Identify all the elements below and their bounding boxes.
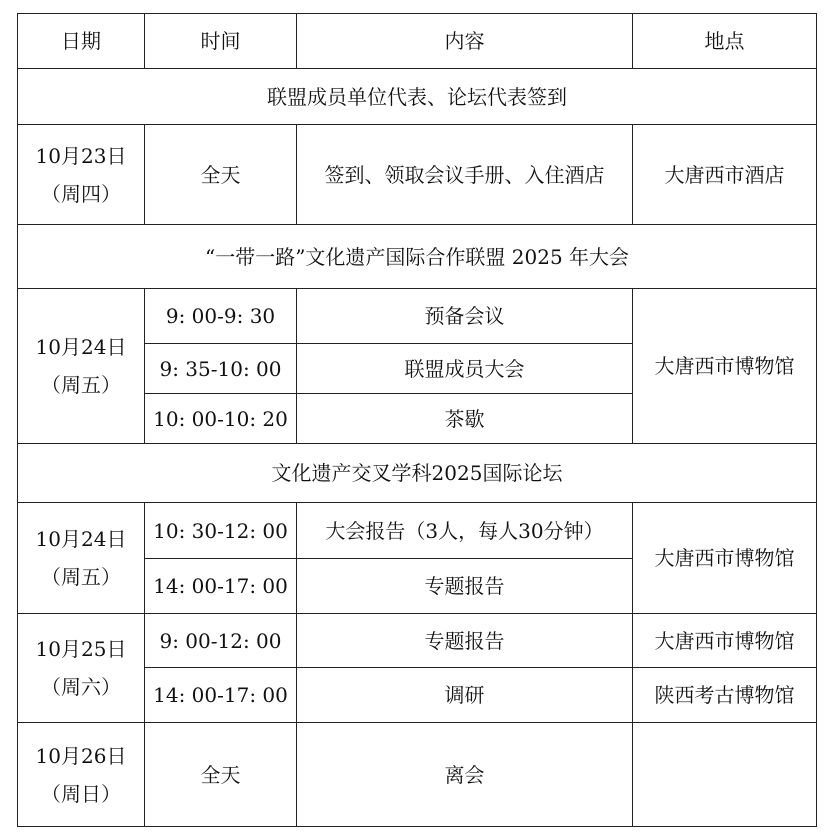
content-cell: 联盟成员大会 [297,344,633,394]
section-row [18,225,817,289]
section-row [18,444,817,503]
section-title: 文化遗产交叉学科2025国际论坛 [18,444,817,503]
date-label: 10月23日 [35,143,127,168]
header-time: 时间 [145,14,297,69]
location-cell: 大唐西市博物馆 [633,503,817,614]
table-row [18,503,817,559]
table-row [18,723,817,827]
section-title: 联盟成员单位代表、论坛代表签到 [18,69,817,125]
weekday-label: （周六） [41,675,121,699]
table-row [18,125,817,225]
date-label: 10月26日 [35,743,127,768]
weekday-label: （周四） [41,181,121,206]
weekday-label: （周五） [41,565,121,589]
location-cell: 大唐西市博物馆 [633,289,817,444]
time-cell: 10: 30-12: 00 [145,503,297,559]
date-cell [18,503,145,614]
location-cell: 大唐西市酒店 [633,125,817,225]
content-cell: 离会 [297,723,633,827]
table-row [18,614,817,668]
location-cell [633,723,817,827]
time-cell: 全天 [145,723,297,827]
date-label: 10月24日 [35,527,127,551]
table-row [18,289,817,344]
date-cell [18,614,145,723]
content-cell: 茶歇 [297,394,633,444]
location-cell: 大唐西市博物馆 [633,614,817,668]
weekday-label: （周五） [41,373,121,397]
content-cell: 调研 [297,668,633,723]
date-cell [18,125,145,225]
header-row [18,14,817,69]
header-location: 地点 [633,14,817,69]
header-content: 内容 [297,14,633,69]
location-cell: 陕西考古博物馆 [633,668,817,723]
schedule-table [17,13,817,827]
content-cell: 专题报告 [297,559,633,614]
time-cell: 9: 00-9: 30 [145,289,297,344]
content-cell: 签到、领取会议手册、入住酒店 [297,125,633,225]
weekday-label: （周日） [41,781,121,806]
time-cell: 全天 [145,125,297,225]
header-date: 日期 [18,14,145,69]
section-row [18,69,817,125]
date-cell [18,723,145,827]
content-cell: 大会报告（3人，每人30分钟） [297,503,633,559]
section-title: “一带一路”文化遗产国际合作联盟 2025 年大会 [18,225,817,289]
time-cell: 10: 00-10: 20 [145,394,297,444]
content-cell: 预备会议 [297,289,633,344]
time-cell: 14: 00-17: 00 [145,668,297,723]
date-label: 10月24日 [35,335,127,359]
time-cell: 9: 35-10: 00 [145,344,297,394]
time-cell: 14: 00-17: 00 [145,559,297,614]
date-label: 10月25日 [35,637,127,661]
content-cell: 专题报告 [297,614,633,668]
date-cell [18,289,145,444]
time-cell: 9: 00-12: 00 [145,614,297,668]
